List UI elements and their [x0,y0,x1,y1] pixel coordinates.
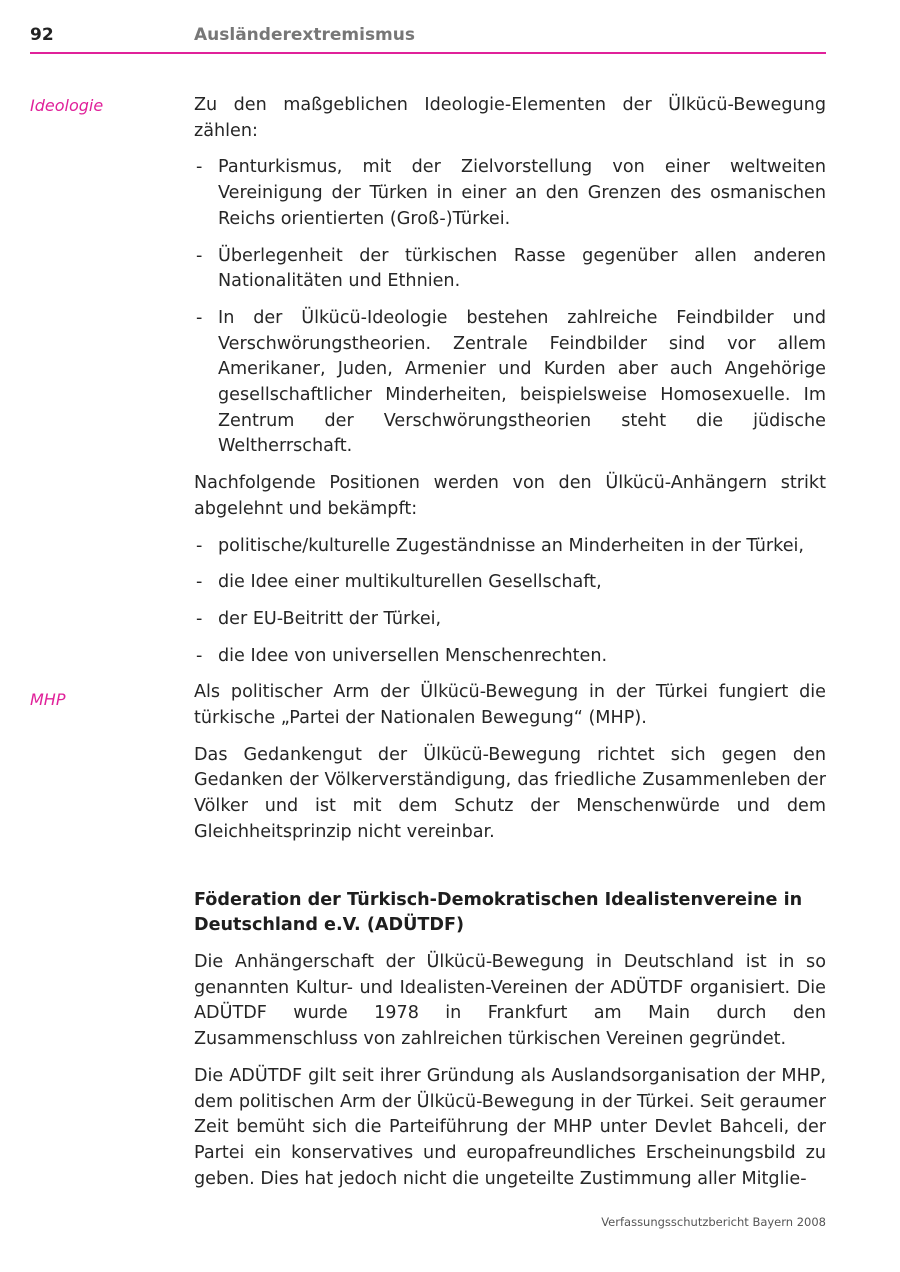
section-heading: Föderation der Türkisch-Demokratischen Idealistenvereine in Deutschland e.V. (ADÜTDF) [194,889,803,936]
margin-label-mhp: MHP [30,690,66,709]
list-item: - politische/kulturelle Zugeständnisse an Minderheiten in der Türkei, [194,534,826,560]
list-item: - In der Ülkücü-Ideologie bestehen zahlreiche Feindbilder und Verschwörungstheorien. Zentrale Feindbilder sind vor allem Amerikaner, Juden, Armenier und Kurden aber auch Angehörige gesellschaftlicher Minderheiten, beispielsweise Homosexuelle. Im Zentrum der Verschwörungstheorien steht die jüdische Weltherrschaft. [194,306,826,460]
margin-label-ideologie: Ideologie [30,96,104,115]
ideology-elements-list [194,155,826,460]
list-item: - Panturkismus, mit der Zielvorstellung von einer weltweiten Vereinigung der Türken in einer an den Grenzen des osmanischen Reichs orientierten (Groß-)Türkei. [194,155,826,232]
list-item: - die Idee von universellen Menschenrechten. [194,644,826,670]
section-paragraph: Die ADÜTDF gilt seit ihrer Gründung als Auslandsorganisation der MHP, dem politischen Arm der Ülkücü-Bewegung in der Türkei. Seit geraumer Zeit bemüht sich die Parteiführung der MHP unter Devlet Bahceli, der Partei ein konservatives und europafreundliches Erscheinungsbild zu geben. Dies hat jedoch nicht die ungeteilte Zustimmung aller Mitglie- [194,1065,826,1189]
running-head-title: Ausländerextremismus [194,25,415,45]
list-item: - die Idee einer multikulturellen Gesellschaft, [194,570,826,596]
conclusion-paragraph: Das Gedankengut der Ülkücü-Bewegung richtet sich gegen den Gedanken der Völkerverständigung, das friedliche Zusammenleben der Völker und ist mit dem Schutz der Menschenwürde und dem Gleichheitsprinzip nicht vereinbar. [194,744,826,842]
page-footer: Verfassungsschutzbericht Bayern 2008 [601,1215,826,1229]
list-item: - der EU-Beitritt der Türkei, [194,607,826,633]
mhp-paragraph: Als politischer Arm der Ülkücü-Bewegung in der Türkei fungiert die türkische „Partei der Nationalen Bewegung“ (MHP). [194,682,826,729]
list-item: - Überlegenheit der türkischen Rasse gegenüber allen anderen Nationalitäten und Ethnien. [194,244,826,295]
page-header [30,24,826,54]
rejected-positions-list [194,534,826,670]
rejected-intro-paragraph: Nachfolgende Positionen werden von den Ülkücü-Anhängern strikt abgelehnt und bekämpft: [194,473,826,519]
section-paragraph: Die Anhängerschaft der Ülkücü-Bewegung in Deutschland ist in so genannten Kultur- und Idealisten-Vereinen der ADÜTDF organisiert. Die ADÜTDF wurde 1978 in Frankfurt am Main durch den Zusammenschluss von zahlreichen türkischen Vereinen gegründet. [194,951,826,1050]
page-number: 92 [30,25,54,45]
main-text [194,93,826,1203]
intro-paragraph: Zu den maßgeblichen Ideologie-Elementen der Ülkücü-Bewegung zählen: [194,95,826,141]
